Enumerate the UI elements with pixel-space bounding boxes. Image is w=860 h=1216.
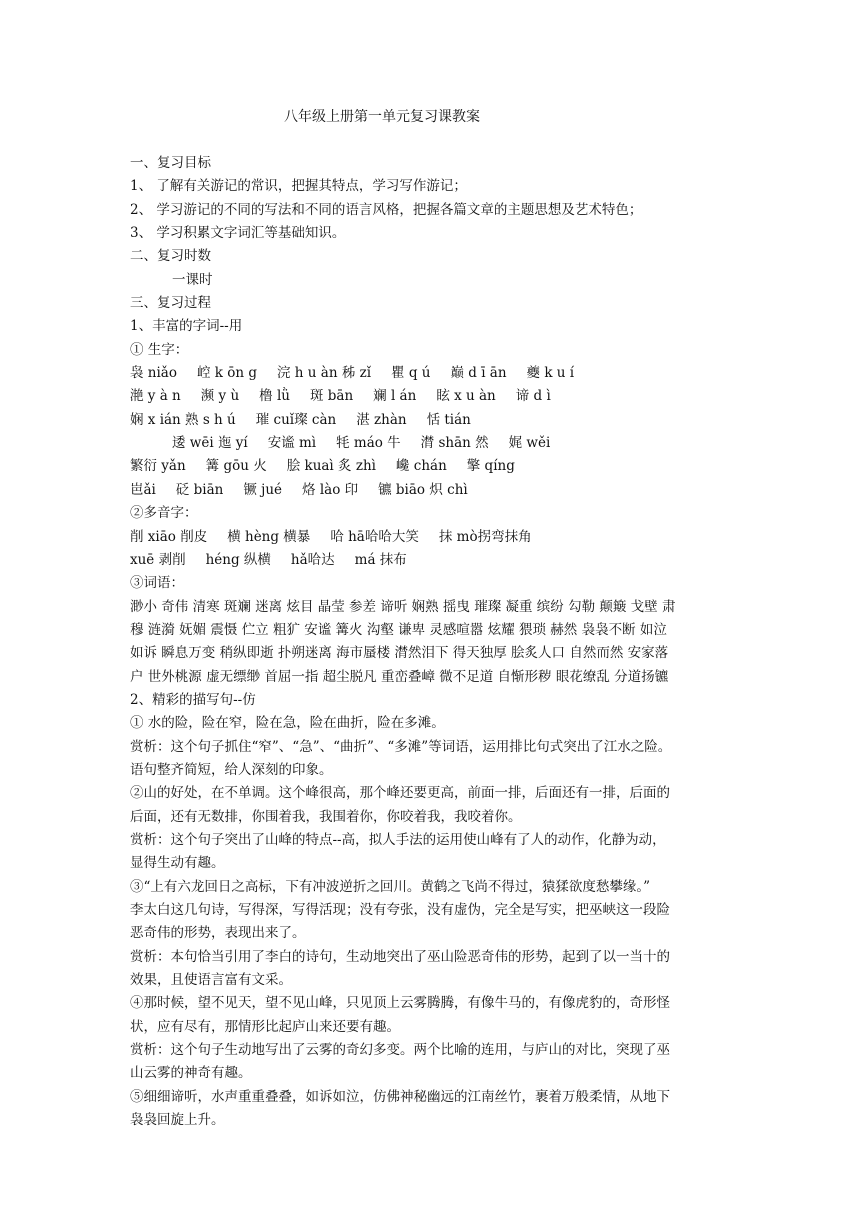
vocab-item: 橹 lǜ (259, 388, 290, 405)
vocab-item: 崆 k ōn g (196, 365, 258, 382)
vocab-item: 潸 shān 然 (420, 435, 489, 452)
text-line: 袅袅回旋上升。 (130, 1112, 225, 1129)
vocab-item: 夔 k u í (526, 365, 575, 382)
vocab-item: xuē 剥削 (130, 551, 186, 568)
vocab-item: 横 hèng 横暴 (227, 528, 311, 545)
vocab-item: 濒 y ù (200, 388, 240, 405)
vocab-item: 篝 gōu 火 (205, 458, 267, 475)
vocab-item: 娓 wěi (508, 435, 551, 452)
text-line: 效果，且使语言富有文采。 (130, 972, 292, 989)
text-line: 一、复习目标 (130, 155, 211, 171)
text-line: 2、精彩的描写句--仿 (130, 691, 256, 708)
vocab-item: 砭 biān (175, 481, 224, 498)
text-line: ③词语： (130, 575, 184, 592)
text-line (130, 362, 735, 385)
text-line: 赏析：本句恰当引用了李白的诗句，生动地突出了巫山险恶奇伟的形势，起到了以一当十的 (130, 948, 670, 965)
vocab-item: 娴 x ián 熟 s h ú (130, 411, 236, 428)
text-line: 后面，还有无数排，你围着我，我围着你，你咬着我，我咬着你。 (130, 808, 522, 825)
text-line (130, 432, 735, 455)
text-line: ⑤细细谛听，水声重重叠叠，如诉如泣，仿佛神秘幽远的江南丝竹，裹着万般柔情，从地下 (130, 1088, 670, 1105)
text-line: 恶奇伟的形势，表现出来了。 (130, 925, 306, 942)
vocab-item: 谛 d ì (515, 388, 551, 405)
vocab-item: hǎ哈达 (290, 551, 335, 568)
text-line: ③“上有六龙回日之高标，下有冲波逆折之回川。黄鹤之飞尚不得过，猿猱欲度愁攀缘。” (130, 878, 651, 895)
vocab-item: 滟 y à n (130, 388, 181, 405)
text-line: 三、复习过程 (130, 295, 211, 312)
vocab-item: 眩 x u àn (436, 388, 496, 405)
text-line (130, 479, 735, 502)
vocab-item: 脍 kuaì 炙 zhì (286, 458, 376, 475)
text-line: 一课时 (172, 271, 213, 288)
vocab-item: 逶 wēi 迤 yí (172, 435, 248, 452)
vocab-item: 抹 mò拐弯抹角 (438, 528, 532, 545)
text-line: ① 生字： (130, 341, 189, 358)
vocab-item: 擎 qíng (466, 458, 515, 475)
vocab-item: 袅 niǎo (130, 365, 177, 382)
text-line: ① 水的险，险在窄，险在急，险在曲折，险在多滩。 (130, 715, 445, 732)
vocab-item: má 抹布 (354, 551, 407, 568)
vocab-item: héng 纵横 (205, 551, 271, 568)
text-line: 2、 学习游记的不同的写法和不同的语言风格，把握各篇文章的主题思想及艺术特色； (130, 201, 643, 218)
document-body (130, 152, 735, 1132)
vocab-item: 岜ǎi (130, 481, 156, 498)
vocab-item: 瞿 q ú (391, 365, 431, 382)
text-line: 3、 学习积累文字词汇等基础知识。 (130, 225, 346, 242)
text-line: 状，应有尽有，那情形比起庐山来还要有趣。 (130, 1018, 400, 1035)
text-line: 赏析：这个句子抓住“窄”、“急”、“曲折”、“多滩”等词语，运用排比句式突出了江水之险。 (130, 738, 672, 755)
vocab-item: 浣 h u àn 秭 zǐ (277, 365, 372, 382)
text-line: 如诉 瞬息万变 稍纵即逝 扑朔迷离 海市蜃楼 潸然泪下 得天独厚 脍炙人口 自然而然 安家落 (130, 645, 669, 662)
vocab-item: 繁衍 yǎn (130, 458, 186, 475)
text-line (130, 385, 735, 408)
vocab-item: 镳 biāo 炽 chì (378, 481, 468, 498)
vocab-item: 璀 cuǐ璨 càn (255, 411, 337, 428)
vocab-item: 牦 máo 牛 (336, 435, 401, 452)
text-line (130, 549, 735, 572)
text-line (130, 455, 735, 478)
text-line: 赏析：这个句子生动地写出了云雾的奇幻多变。两个比喻的连用，与庐山的对比，突现了巫 (130, 1042, 670, 1059)
text-line (130, 409, 735, 432)
text-line: 二、复习时数 (130, 248, 211, 265)
text-line: 赏析：这个句子突出了山峰的特点--高，拟人手法的运用使山峰有了人的动作，化静为动， (130, 831, 666, 848)
text-line: 渺小 奇伟 清寒 斑斓 迷离 炫目 晶莹 参差 谛听 娴熟 摇曳 璀璨 凝重 缤纷 勾勒 颠簸 戈壁 肃 (130, 598, 676, 615)
text-line: 显得生动有趣。 (130, 855, 225, 872)
text-line: 户 世外桃源 虚无缥缈 首屈一指 超尘脱凡 重峦叠嶂 微不足道 自惭形秽 眼花缭乱 分道扬镳 (130, 668, 669, 685)
document-title: 八年级上册第一单元复习课教案 (284, 109, 480, 125)
text-line: ②山的好处，在不单调。这个峰很高，那个峰还要更高，前面一排，后面还有一排，后面的 (130, 785, 670, 802)
vocab-item: 巉 chán (395, 458, 447, 475)
vocab-item: 斓 l án (373, 388, 417, 405)
vocab-item: 哈 hā哈哈大笑 (330, 528, 419, 545)
vocab-item: 镢 jué (243, 481, 283, 498)
vocab-item: 烙 lào 印 (302, 481, 359, 498)
text-line: 1、丰富的字词--用 (130, 318, 243, 335)
text-line: ②多音字： (130, 505, 198, 522)
vocab-item: 恬 tián (426, 411, 471, 428)
vocab-item: 斑 bān (309, 388, 354, 405)
vocab-item: 削 xiāo 削皮 (130, 528, 208, 545)
text-line: 语句整齐简短，给人深刻的印象。 (130, 761, 333, 778)
text-line: 李太白这几句诗，写得深，写得活现；没有夸张，没有虚伪，完全是写实，把巫峡这一段险 (130, 902, 670, 918)
text-line: 山云雾的神奇有趣。 (130, 1065, 252, 1082)
text-line: 1、 了解有关游记的常识，把握其特点，学习写作游记； (130, 178, 467, 195)
vocab-item: 巅 d ī ān (450, 365, 507, 382)
vocab-item: 安谧 mì (267, 435, 317, 452)
text-line: ④那时候，望不见天，望不见山峰，只见顶上云雾腾腾，有像牛马的，有像虎豹的，奇形怪 (130, 995, 670, 1012)
text-line: 穆 涟漪 妩媚 震慑 伫立 粗犷 安谧 篝火 沟壑 谦卑 灵感喧嚣 炫耀 猥琐 赫然 袅袅不断 如泣 (130, 621, 667, 638)
vocab-item: 湛 zhàn (356, 411, 407, 428)
text-line (130, 526, 735, 549)
